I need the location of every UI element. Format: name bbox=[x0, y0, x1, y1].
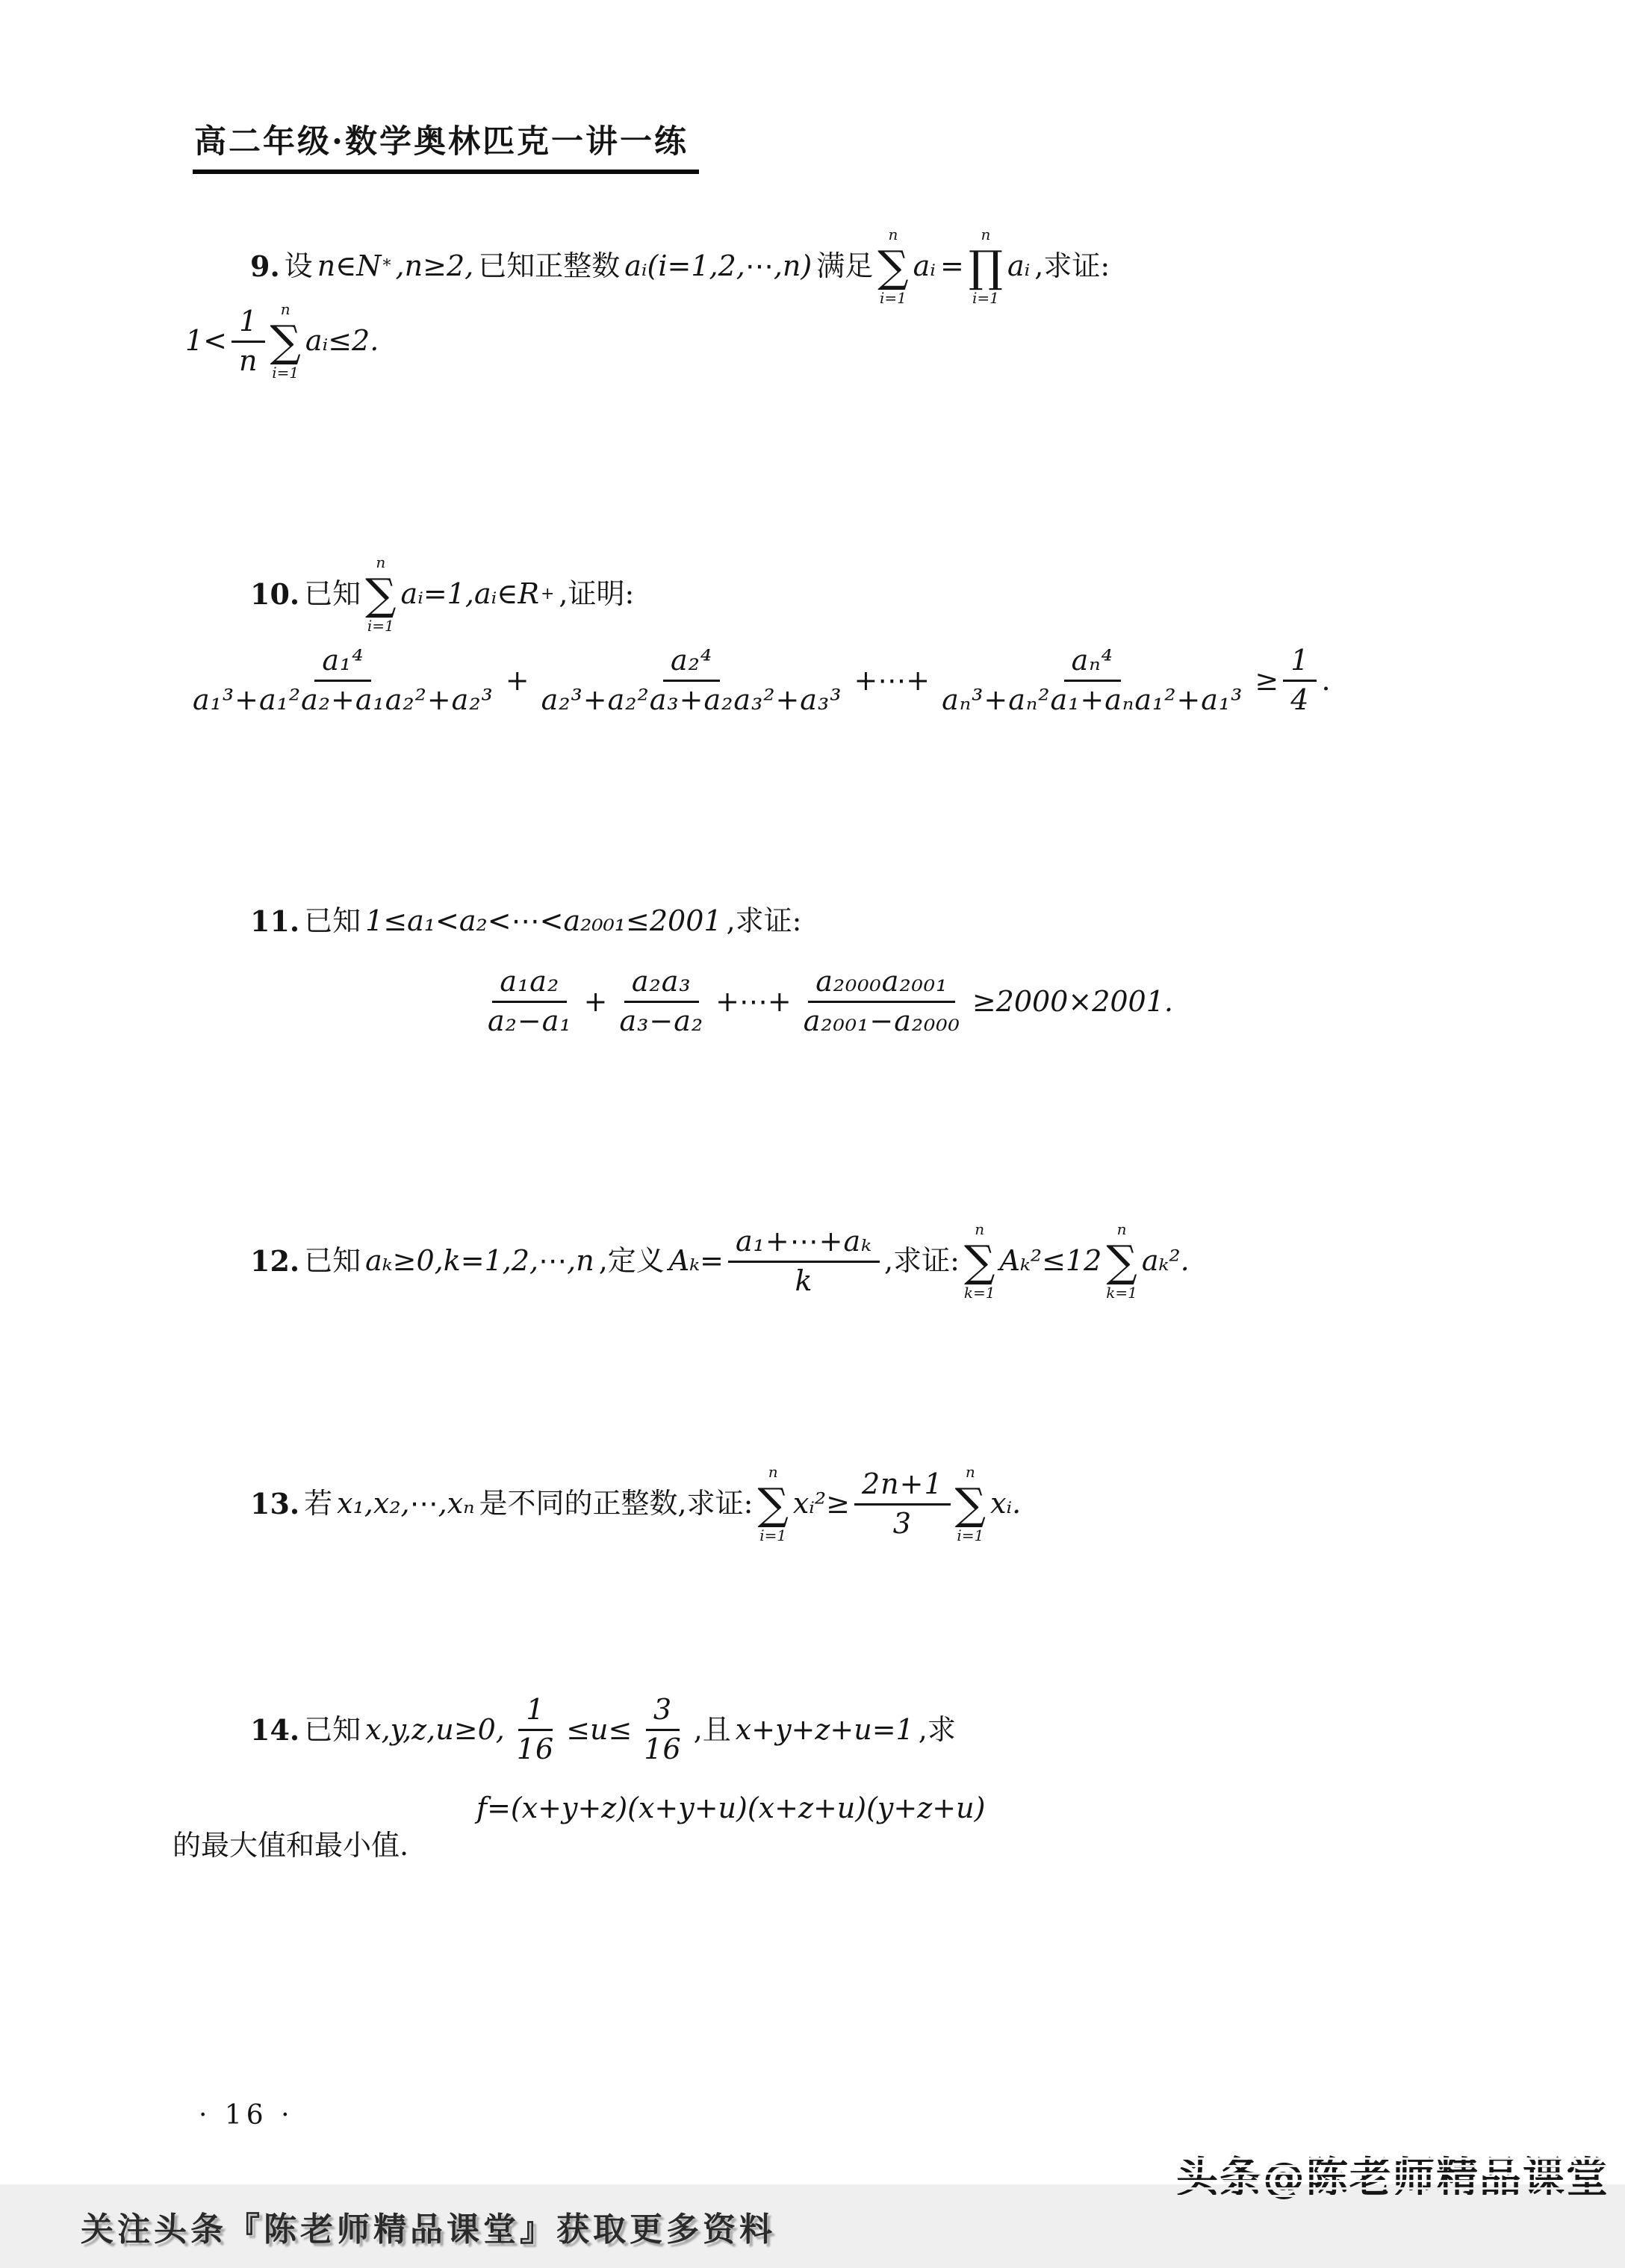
numerator: a₁⁴ bbox=[314, 646, 371, 682]
sum-lower-limit: k=1 bbox=[963, 1284, 995, 1302]
fraction bbox=[612, 967, 711, 1037]
fraction bbox=[232, 304, 265, 377]
text-run: ,定义 bbox=[598, 1244, 665, 1278]
sum-operator bbox=[757, 1464, 788, 1544]
denominator: 16 bbox=[644, 1732, 682, 1765]
text-run: ,求证: bbox=[884, 1244, 960, 1278]
plus-sign: + bbox=[505, 663, 529, 697]
pi-symbol: ∏ bbox=[968, 241, 1003, 292]
sum-lower-limit: i=1 bbox=[272, 364, 299, 382]
text-run: 已知 bbox=[304, 1712, 361, 1746]
sum-operator bbox=[955, 1464, 986, 1544]
denominator: a₂³+a₂²a₃+a₂a₃²+a₃³ bbox=[541, 683, 842, 716]
math-run: ≤u≤ bbox=[566, 1712, 633, 1746]
sigma-symbol: ∑ bbox=[1106, 1236, 1137, 1287]
denominator: a₂−a₁ bbox=[488, 1004, 572, 1037]
denominator: a₃−a₂ bbox=[619, 1004, 704, 1037]
denominator: 3 bbox=[892, 1506, 912, 1540]
ellipsis-run: +⋯+ bbox=[715, 984, 792, 1018]
fraction bbox=[934, 646, 1250, 715]
denominator: aₙ³+aₙ²a₁+aₙa₁²+a₁³ bbox=[942, 683, 1243, 716]
text-run: 已知 bbox=[304, 1244, 361, 1278]
numerator: 2n+1 bbox=[854, 1470, 951, 1506]
sigma-symbol: ∑ bbox=[757, 1479, 789, 1529]
sigma-symbol: ∑ bbox=[964, 1236, 995, 1287]
problem-13-line bbox=[248, 1464, 1023, 1544]
text-run: 是不同的正整数,求证: bbox=[479, 1487, 754, 1520]
text-run: 设 bbox=[284, 249, 313, 283]
numerator: 3 bbox=[646, 1695, 680, 1731]
text-run: ,求证: bbox=[726, 904, 802, 937]
math-run: aₖ². bbox=[1141, 1244, 1190, 1278]
math-run: 1< bbox=[185, 324, 228, 358]
math-run: f=(x+y+z)(x+y+u)(x+z+u)(y+z+u) bbox=[476, 1792, 986, 1824]
product-lower-limit: i=1 bbox=[972, 289, 999, 307]
numerator: a₂⁴ bbox=[663, 646, 720, 682]
denominator: n bbox=[239, 344, 258, 377]
math-run: xᵢ²≥ bbox=[792, 1487, 850, 1520]
problem-number: 13. bbox=[250, 1487, 300, 1521]
math-run: aᵢ(i=1,2,⋯,n) bbox=[624, 249, 812, 283]
product-upper-limit: n bbox=[981, 226, 991, 243]
math-run: x₁,x₂,⋯,xₙ bbox=[337, 1487, 475, 1520]
numerator: a₁a₂ bbox=[492, 967, 567, 1003]
numerator: aₙ⁴ bbox=[1064, 646, 1121, 682]
sum-operator bbox=[964, 1221, 995, 1302]
numerator: a₂₀₀₀a₂₀₀₁ bbox=[808, 967, 955, 1003]
denominator: a₁³+a₁²a₂+a₁a₂²+a₂³ bbox=[193, 683, 494, 716]
sum-operator bbox=[1106, 1221, 1137, 1302]
numerator: 1 bbox=[518, 1695, 552, 1731]
problem-9-line-1 bbox=[248, 226, 1112, 307]
sum-operator bbox=[877, 226, 908, 307]
math-run: aᵢ≤2. bbox=[305, 324, 379, 358]
problem-10-line-1 bbox=[248, 554, 636, 635]
sum-lower-limit: i=1 bbox=[957, 1526, 984, 1544]
inequality-sign: ≥ bbox=[1255, 663, 1279, 697]
numerator: 1 bbox=[1283, 646, 1317, 682]
sigma-symbol: ∑ bbox=[954, 1479, 987, 1529]
text-run: ,求 bbox=[918, 1712, 956, 1746]
text-run: 已知 bbox=[304, 577, 361, 611]
problem-number: 14. bbox=[250, 1712, 300, 1747]
problem-number: 11. bbox=[250, 904, 300, 938]
problem-number: 12. bbox=[250, 1244, 300, 1279]
problem-11-formula bbox=[478, 967, 1175, 1037]
fraction bbox=[534, 646, 850, 715]
sigma-symbol: ∑ bbox=[365, 569, 397, 620]
text-run: 的最大值和最小值. bbox=[173, 1829, 409, 1862]
page-number: · 16 · bbox=[199, 2100, 294, 2131]
math-run: aᵢ bbox=[1007, 249, 1031, 283]
fraction bbox=[728, 1224, 880, 1297]
text-run: 已知 bbox=[304, 904, 361, 937]
problem-9-line-2 bbox=[183, 301, 381, 382]
problem-12-line bbox=[248, 1221, 1192, 1302]
problem-11-line-1 bbox=[248, 904, 804, 939]
text-run: ,证明: bbox=[559, 577, 635, 611]
problem-14-line-1 bbox=[248, 1695, 958, 1765]
problem-number: 9. bbox=[250, 249, 280, 284]
math-run: n∈N bbox=[317, 249, 382, 283]
sum-lower-limit: i=1 bbox=[759, 1526, 787, 1544]
sum-upper-limit: n bbox=[280, 300, 290, 318]
fraction bbox=[185, 646, 501, 715]
denominator: 16 bbox=[516, 1732, 555, 1765]
denominator: a₂₀₀₁−a₂₀₀₀ bbox=[803, 1004, 960, 1037]
fraction bbox=[509, 1695, 562, 1765]
denominator: 4 bbox=[1290, 683, 1310, 716]
denominator: k bbox=[795, 1264, 813, 1297]
problem-14-line-2 bbox=[474, 1791, 987, 1827]
fraction bbox=[1283, 646, 1317, 715]
sum-upper-limit: n bbox=[888, 226, 898, 243]
sum-upper-limit: n bbox=[768, 1463, 778, 1481]
ellipsis-run: +⋯+ bbox=[854, 663, 930, 697]
fraction bbox=[636, 1695, 689, 1765]
sum-operator bbox=[270, 301, 301, 382]
sum-lower-limit: i=1 bbox=[880, 289, 907, 307]
numerator: a₁+⋯+aₖ bbox=[728, 1227, 880, 1263]
superscript: + bbox=[540, 585, 555, 604]
superscript: * bbox=[382, 257, 391, 276]
text-run: 满足 bbox=[816, 249, 874, 283]
math-run: = bbox=[939, 249, 964, 283]
math-run: ≥2000×2001. bbox=[972, 984, 1173, 1018]
fraction bbox=[480, 967, 580, 1037]
plus-sign: + bbox=[583, 984, 608, 1018]
math-run: aᵢ=1,aᵢ∈R bbox=[400, 577, 539, 611]
sum-lower-limit: k=1 bbox=[1106, 1284, 1137, 1302]
math-run: aₖ≥0,k=1,2,⋯,n bbox=[365, 1244, 594, 1278]
problem-10-formula bbox=[183, 646, 1333, 715]
problem-number: 10. bbox=[250, 577, 300, 612]
watermark-text: 头条@陈老师精品课堂 bbox=[1176, 2145, 1609, 2205]
math-run: xᵢ. bbox=[990, 1487, 1022, 1520]
math-run: 1≤a₁<a₂<⋯<a₂₀₀₁≤2001 bbox=[365, 904, 722, 937]
fraction bbox=[854, 1467, 951, 1540]
numerator: a₂a₃ bbox=[624, 967, 699, 1003]
sum-upper-limit: n bbox=[1116, 1220, 1127, 1238]
period: . bbox=[1321, 663, 1331, 697]
sum-lower-limit: i=1 bbox=[367, 617, 394, 635]
product-operator bbox=[969, 226, 1003, 307]
numerator: 1 bbox=[232, 307, 265, 343]
math-run: Aₖ= bbox=[668, 1244, 724, 1278]
text-run: 若 bbox=[304, 1487, 333, 1520]
footer-banner-text: 关注头条『陈老师精品课堂』获取更多资料 bbox=[81, 2210, 776, 2249]
sum-operator bbox=[365, 554, 396, 635]
math-run: x+y+z+u=1 bbox=[735, 1712, 914, 1746]
sum-upper-limit: n bbox=[975, 1220, 985, 1238]
text-run: 已知正整数 bbox=[478, 249, 621, 283]
sigma-symbol: ∑ bbox=[877, 241, 909, 292]
math-run: x,y,z,u≥0, bbox=[365, 1712, 505, 1746]
text-run: ,且 bbox=[693, 1712, 731, 1746]
text-run: ,求证: bbox=[1034, 249, 1110, 283]
sum-upper-limit: n bbox=[376, 553, 386, 571]
sum-upper-limit: n bbox=[965, 1463, 975, 1481]
fraction bbox=[796, 967, 968, 1037]
math-run: aᵢ bbox=[913, 249, 936, 283]
math-run: ,n≥2, bbox=[395, 249, 474, 283]
problem-14-line-3 bbox=[170, 1828, 411, 1864]
sigma-symbol: ∑ bbox=[270, 316, 301, 367]
math-run: Aₖ²≤12 bbox=[999, 1244, 1102, 1278]
page-title: 高二年级·数学奥林匹克一讲一练 bbox=[193, 116, 699, 174]
